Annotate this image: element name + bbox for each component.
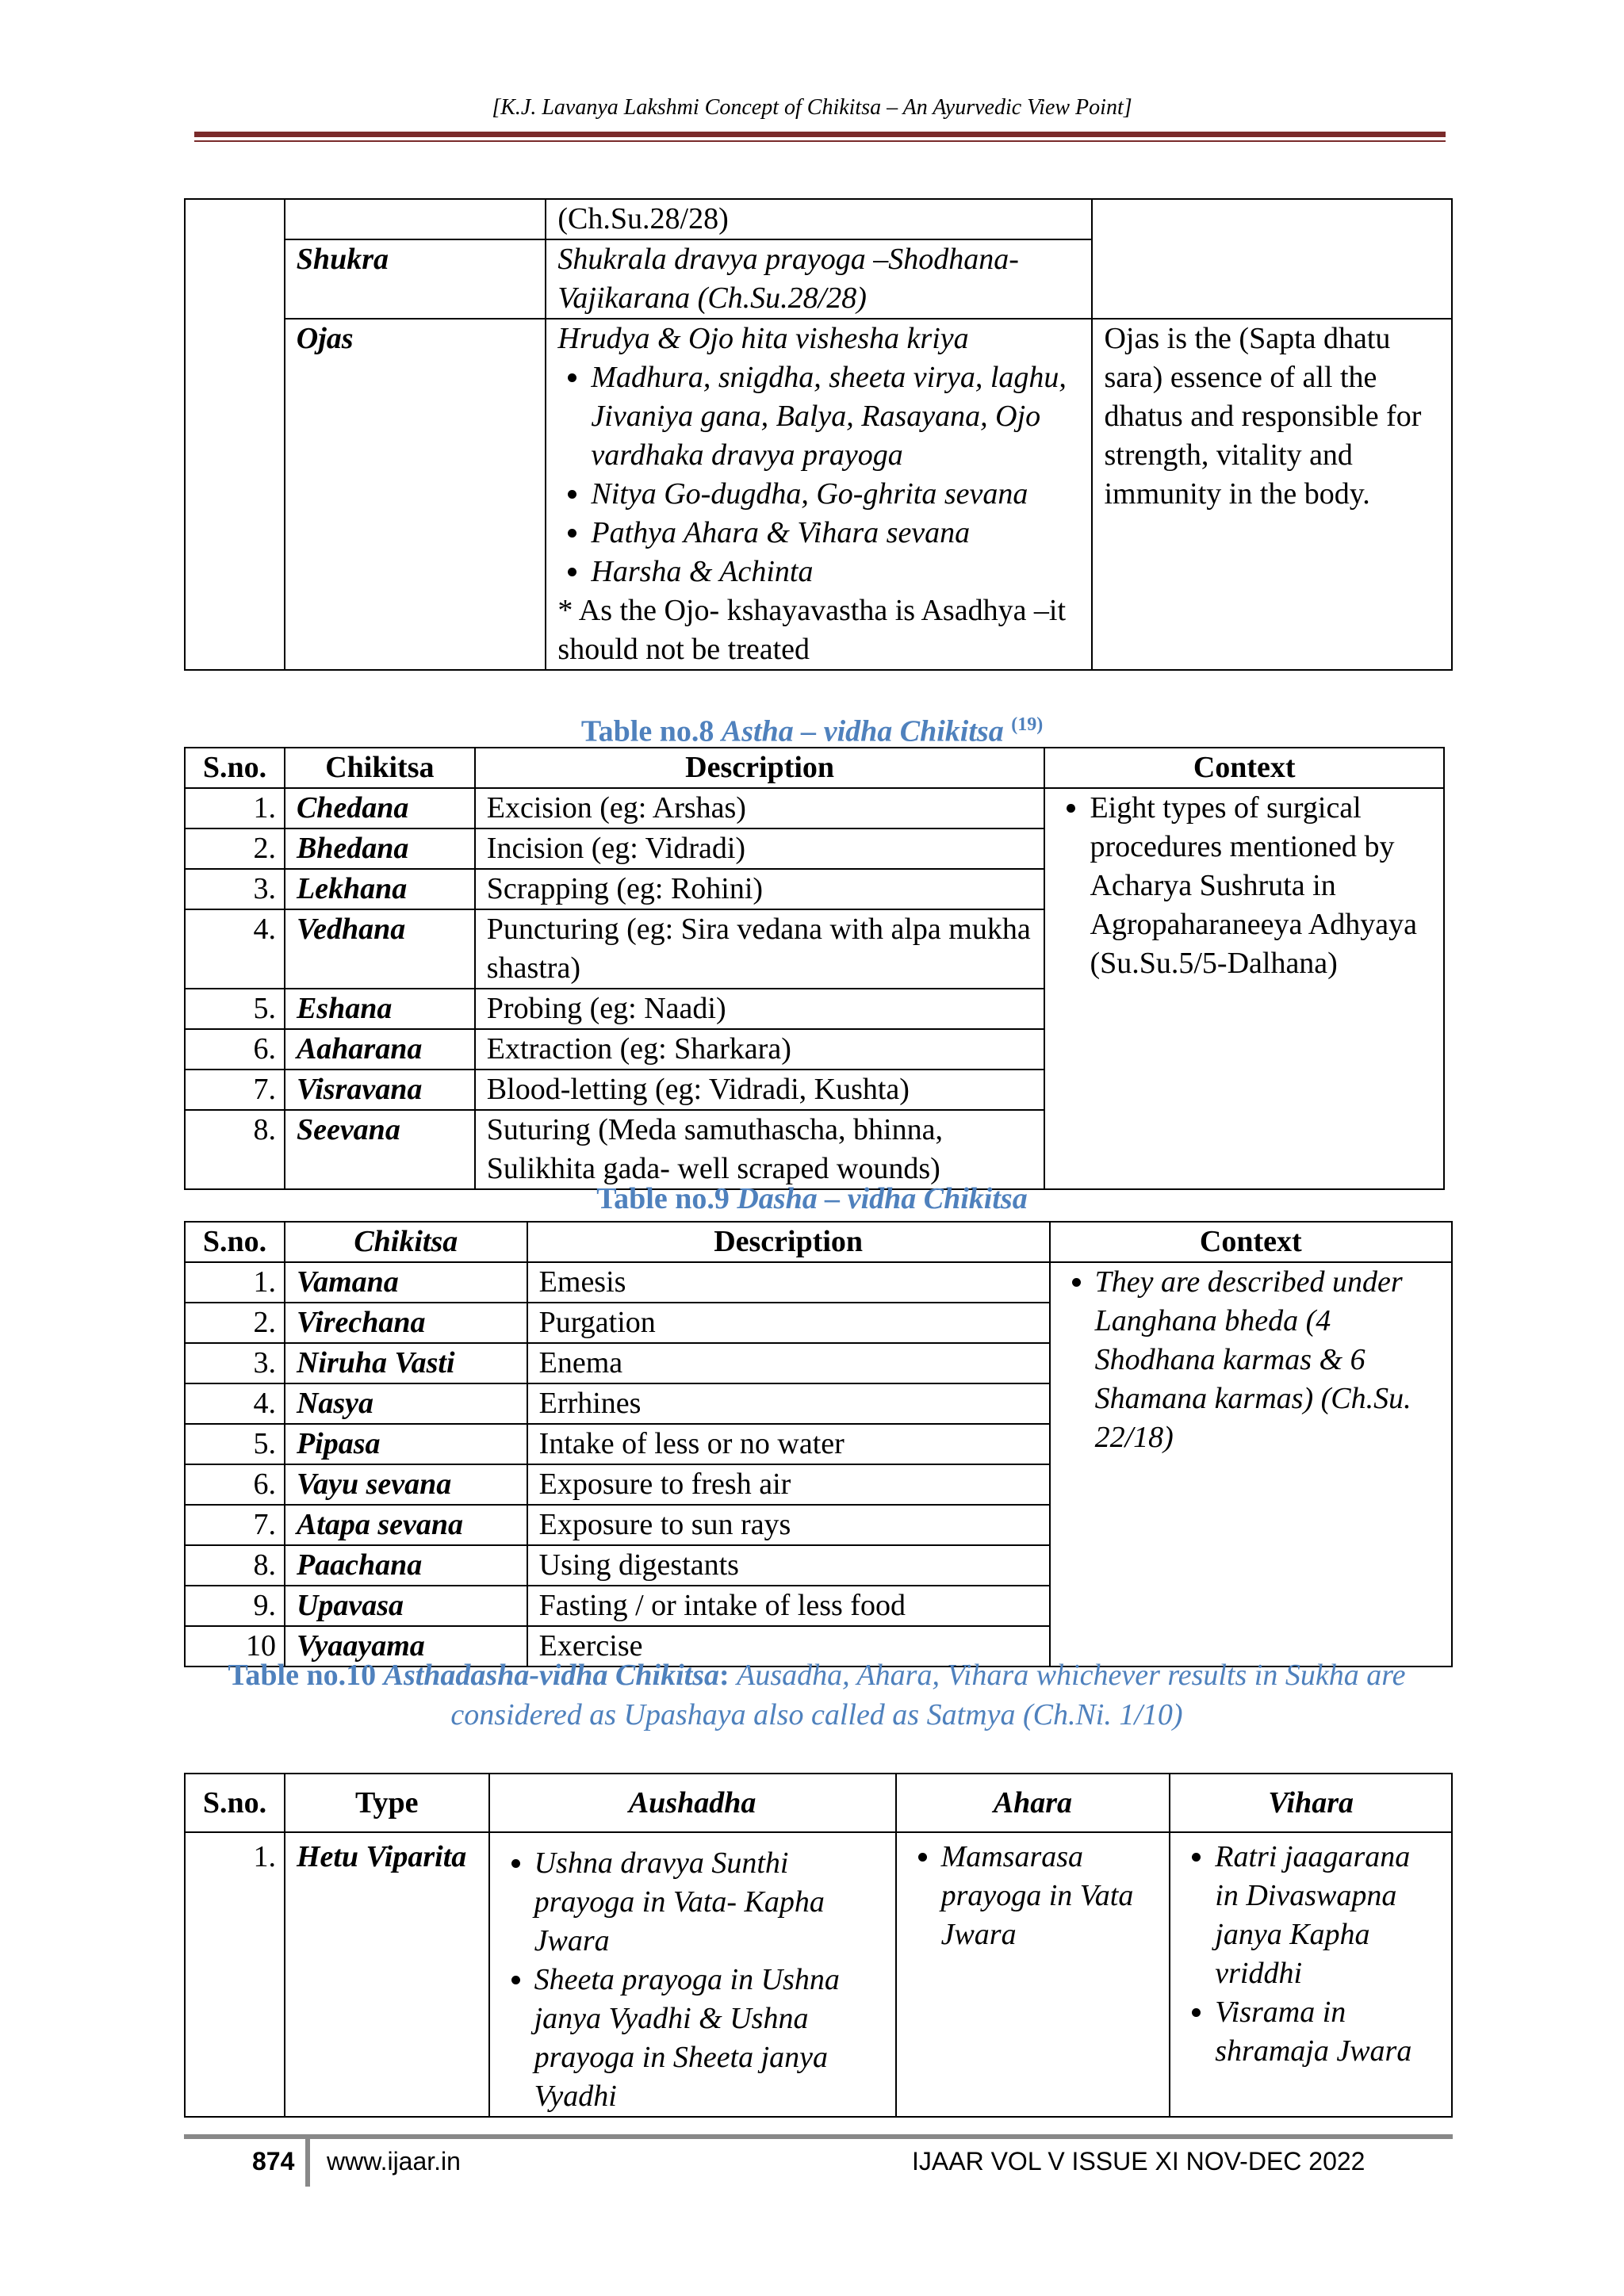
table-cell: Ojas is the (Sapta dhatu sara) essence of all the dhatus and responsible for strength, vitality and immunity in the body. bbox=[1092, 319, 1452, 670]
table-cell: Probing (eg: Naadi) bbox=[475, 989, 1045, 1029]
table-cell: Purgation bbox=[527, 1303, 1050, 1343]
table-cell: 3. bbox=[185, 1343, 285, 1383]
table-9-caption bbox=[0, 1180, 1624, 1218]
table-cell: 5. bbox=[185, 989, 285, 1029]
treatment-heading: Hrudya & Ojo hita vishesha kriya bbox=[557, 322, 969, 355]
header-cell: Ahara bbox=[896, 1774, 1170, 1832]
header-cell: S.no. bbox=[185, 748, 285, 788]
table-cell: Virechana bbox=[285, 1303, 527, 1343]
table-cell: 3. bbox=[185, 869, 285, 909]
table-cell: Aaharana bbox=[285, 1029, 475, 1070]
table-row bbox=[185, 788, 1444, 828]
note: * As the Ojo- kshayavastha is Asadhya –it should not be treated bbox=[557, 594, 1067, 666]
table-cell: Exposure to sun rays bbox=[527, 1505, 1050, 1545]
table-cell: Scrapping (eg: Rohini) bbox=[475, 869, 1045, 909]
table-cell: Exposure to fresh air bbox=[527, 1464, 1050, 1505]
table-cell bbox=[1170, 1832, 1452, 2117]
website-link[interactable]: www.ijaar.in bbox=[327, 2147, 461, 2175]
list-item: • Nitya Go-dugdha, Go-ghrita sevana bbox=[591, 475, 1080, 514]
table-cell: 7. bbox=[185, 1505, 285, 1545]
table-7-continued bbox=[184, 198, 1453, 671]
table-8-caption bbox=[0, 706, 1624, 751]
caption-description: Ausadha, Ahara, Vihara whichever results in Sukha are considered as Upashaya also called as Satmya (Ch.Ni. 1/10) bbox=[450, 1659, 1406, 1732]
table-cell: Atapa sevana bbox=[285, 1505, 527, 1545]
table-cell: Suturing (Meda samuthascha, bhinna, Sulikhita gada- well scraped wounds) bbox=[475, 1110, 1045, 1189]
table-cell: Shukra bbox=[285, 239, 546, 319]
header-cell: S.no. bbox=[185, 1222, 285, 1262]
header-cell: Type bbox=[285, 1774, 489, 1832]
table-cell: Vayu sevana bbox=[285, 1464, 527, 1505]
table-cell: Pipasa bbox=[285, 1424, 527, 1464]
table-8 bbox=[184, 747, 1445, 1190]
table-cell: 4. bbox=[185, 1383, 285, 1424]
header-cell: Context bbox=[1044, 748, 1444, 788]
table-cell: Intake of less or no water bbox=[527, 1424, 1050, 1464]
list-item: • Visrama in shramaja Jwara bbox=[1215, 1993, 1440, 2071]
page-number: 874 bbox=[252, 2139, 310, 2187]
table-cell: Hetu Viparita bbox=[285, 1832, 489, 2117]
caption-title: Dasha – vidha Chikitsa bbox=[737, 1182, 1028, 1215]
header-rule-thin bbox=[194, 140, 1446, 142]
table-header-row bbox=[185, 1222, 1452, 1262]
table-cell: Emesis bbox=[527, 1262, 1050, 1303]
table-cell: 2. bbox=[185, 828, 285, 869]
table-cell: Blood-letting (eg: Vidradi, Kushta) bbox=[475, 1070, 1045, 1110]
list-item: • Ushna dravya Sunthi prayoga in Vata- Kapha Jwara bbox=[534, 1844, 884, 1961]
table-cell: 8. bbox=[185, 1110, 285, 1189]
journal-info: IJAAR VOL V ISSUE XI NOV-DEC 2022 bbox=[912, 2147, 1365, 2175]
table-row bbox=[185, 199, 1452, 239]
header-rule bbox=[194, 132, 1446, 137]
table-cell bbox=[489, 1832, 896, 2117]
table-cell: Upavasa bbox=[285, 1586, 527, 1626]
table-cell: Vamana bbox=[285, 1262, 527, 1303]
table-cell: Using digestants bbox=[527, 1545, 1050, 1586]
table-cell bbox=[185, 199, 285, 670]
list-item: • Pathya Ahara & Vihara sevana bbox=[591, 514, 1080, 553]
header-cell: Chikitsa bbox=[285, 748, 475, 788]
table-cell: 1. bbox=[185, 1262, 285, 1303]
treatment-list bbox=[557, 358, 1080, 591]
table-cell: Chedana bbox=[285, 788, 475, 828]
caption-reference: (19) bbox=[1011, 714, 1044, 735]
table-row bbox=[185, 1832, 1452, 2117]
table-cell: Vyaayama bbox=[285, 1626, 527, 1667]
table-cell: 1. bbox=[185, 1832, 285, 2117]
table-cell: Enema bbox=[527, 1343, 1050, 1383]
header-cell: Vihara bbox=[1170, 1774, 1452, 1832]
table-cell: Seevana bbox=[285, 1110, 475, 1189]
list-item: • Ratri jaagarana in Divaswapna janya Kapha vriddhi bbox=[1215, 1838, 1440, 1993]
table-cell bbox=[896, 1832, 1170, 2117]
context-cell bbox=[1050, 1262, 1452, 1667]
table-cell bbox=[1092, 199, 1452, 319]
table-cell: Nasya bbox=[285, 1383, 527, 1424]
table-header-row bbox=[185, 1774, 1452, 1832]
table-cell: 4. bbox=[185, 909, 285, 989]
table-cell: Exercise bbox=[527, 1626, 1050, 1667]
table-cell: Vedhana bbox=[285, 909, 475, 989]
caption-title: Astha – vidha Chikitsa bbox=[721, 714, 1004, 748]
table-cell: 10 bbox=[185, 1626, 285, 1667]
caption-prefix: Table no.8 bbox=[580, 714, 714, 748]
list-item: • Mamsarasa prayoga in Vata Jwara bbox=[941, 1838, 1159, 1954]
table-row bbox=[185, 319, 1452, 670]
table-cell: Excision (eg: Arshas) bbox=[475, 788, 1045, 828]
table-cell: Bhedana bbox=[285, 828, 475, 869]
table-header-row bbox=[185, 748, 1444, 788]
table-cell: 1. bbox=[185, 788, 285, 828]
table-cell: 9. bbox=[185, 1586, 285, 1626]
table-cell: 5. bbox=[185, 1424, 285, 1464]
table-cell: 6. bbox=[185, 1464, 285, 1505]
table-cell: 2. bbox=[185, 1303, 285, 1343]
list-item: • They are described under Langhana bheda (4 Shodhana karmas & 6 Shamana karmas) (Ch.Su. 22/18) bbox=[1095, 1263, 1440, 1457]
header-cell: Context bbox=[1050, 1222, 1452, 1262]
table-cell: Lekhana bbox=[285, 869, 475, 909]
table-cell: Shukrala dravya prayoga –Shodhana-Vajikarana (Ch.Su.28/28) bbox=[546, 239, 1092, 319]
table-cell: Ojas bbox=[285, 319, 546, 670]
table-cell: Puncturing (eg: Sira vedana with alpa mukha shastra) bbox=[475, 909, 1045, 989]
table-cell: Extraction (eg: Sharkara) bbox=[475, 1029, 1045, 1070]
header-cell: Aushadha bbox=[489, 1774, 896, 1832]
caption-title: Asthadasha-vidha Chikitsa bbox=[383, 1659, 719, 1692]
table-cell: Errhines bbox=[527, 1383, 1050, 1424]
table-cell: (Ch.Su.28/28) bbox=[546, 199, 1092, 239]
caption-prefix: Table no.9 bbox=[596, 1182, 730, 1215]
list-item: • Madhura, snigdha, sheeta virya, laghu, Jivaniya gana, Balya, Rasayana, Ojo vardhaka dravya prayoga bbox=[591, 358, 1080, 475]
list-item: • Sheeta prayoga in Ushna janya Vyadhi & Ushna prayoga in Sheeta janya Vyadhi bbox=[534, 1961, 884, 2116]
table-cell: Eshana bbox=[285, 989, 475, 1029]
table-cell: Niruha Vasti bbox=[285, 1343, 527, 1383]
context-cell bbox=[1044, 788, 1444, 1189]
header-cell: Description bbox=[527, 1222, 1050, 1262]
list-item: • Eight types of surgical procedures mentioned by Acharya Sushruta in Agropaharaneeya Adhyaya (Su.Su.5/5-Dalhana) bbox=[1090, 789, 1432, 983]
table-10 bbox=[184, 1773, 1453, 2118]
running-header: [K.J. Lavanya Lakshmi Concept of Chikitsa – An Ayurvedic View Point] bbox=[492, 95, 1132, 120]
table-cell bbox=[546, 319, 1092, 670]
table-cell: Fasting / or intake of less food bbox=[527, 1586, 1050, 1626]
table-cell: 6. bbox=[185, 1029, 285, 1070]
header-cell: S.no. bbox=[185, 1774, 285, 1832]
table-9 bbox=[184, 1221, 1453, 1667]
table-cell: Incision (eg: Vidradi) bbox=[475, 828, 1045, 869]
table-cell: 8. bbox=[185, 1545, 285, 1586]
table-cell: Paachana bbox=[285, 1545, 527, 1586]
table-10-caption: Table no.10 Asthadasha-vidha Chikitsa: Ausadha, Ahara, Vihara whichever results in Sukha are considered as Upashaya also called as Satmya (Ch.Ni. 1/10) bbox=[228, 1659, 1406, 1732]
table-cell: Visravana bbox=[285, 1070, 475, 1110]
list-item: • Harsha & Achinta bbox=[591, 553, 1080, 591]
caption-prefix: Table no.10 bbox=[228, 1659, 377, 1692]
table-row bbox=[185, 1262, 1452, 1303]
header-cell: Chikitsa bbox=[285, 1222, 527, 1262]
table-cell bbox=[285, 199, 546, 239]
table-cell: 7. bbox=[185, 1070, 285, 1110]
header-cell: Description bbox=[475, 748, 1045, 788]
